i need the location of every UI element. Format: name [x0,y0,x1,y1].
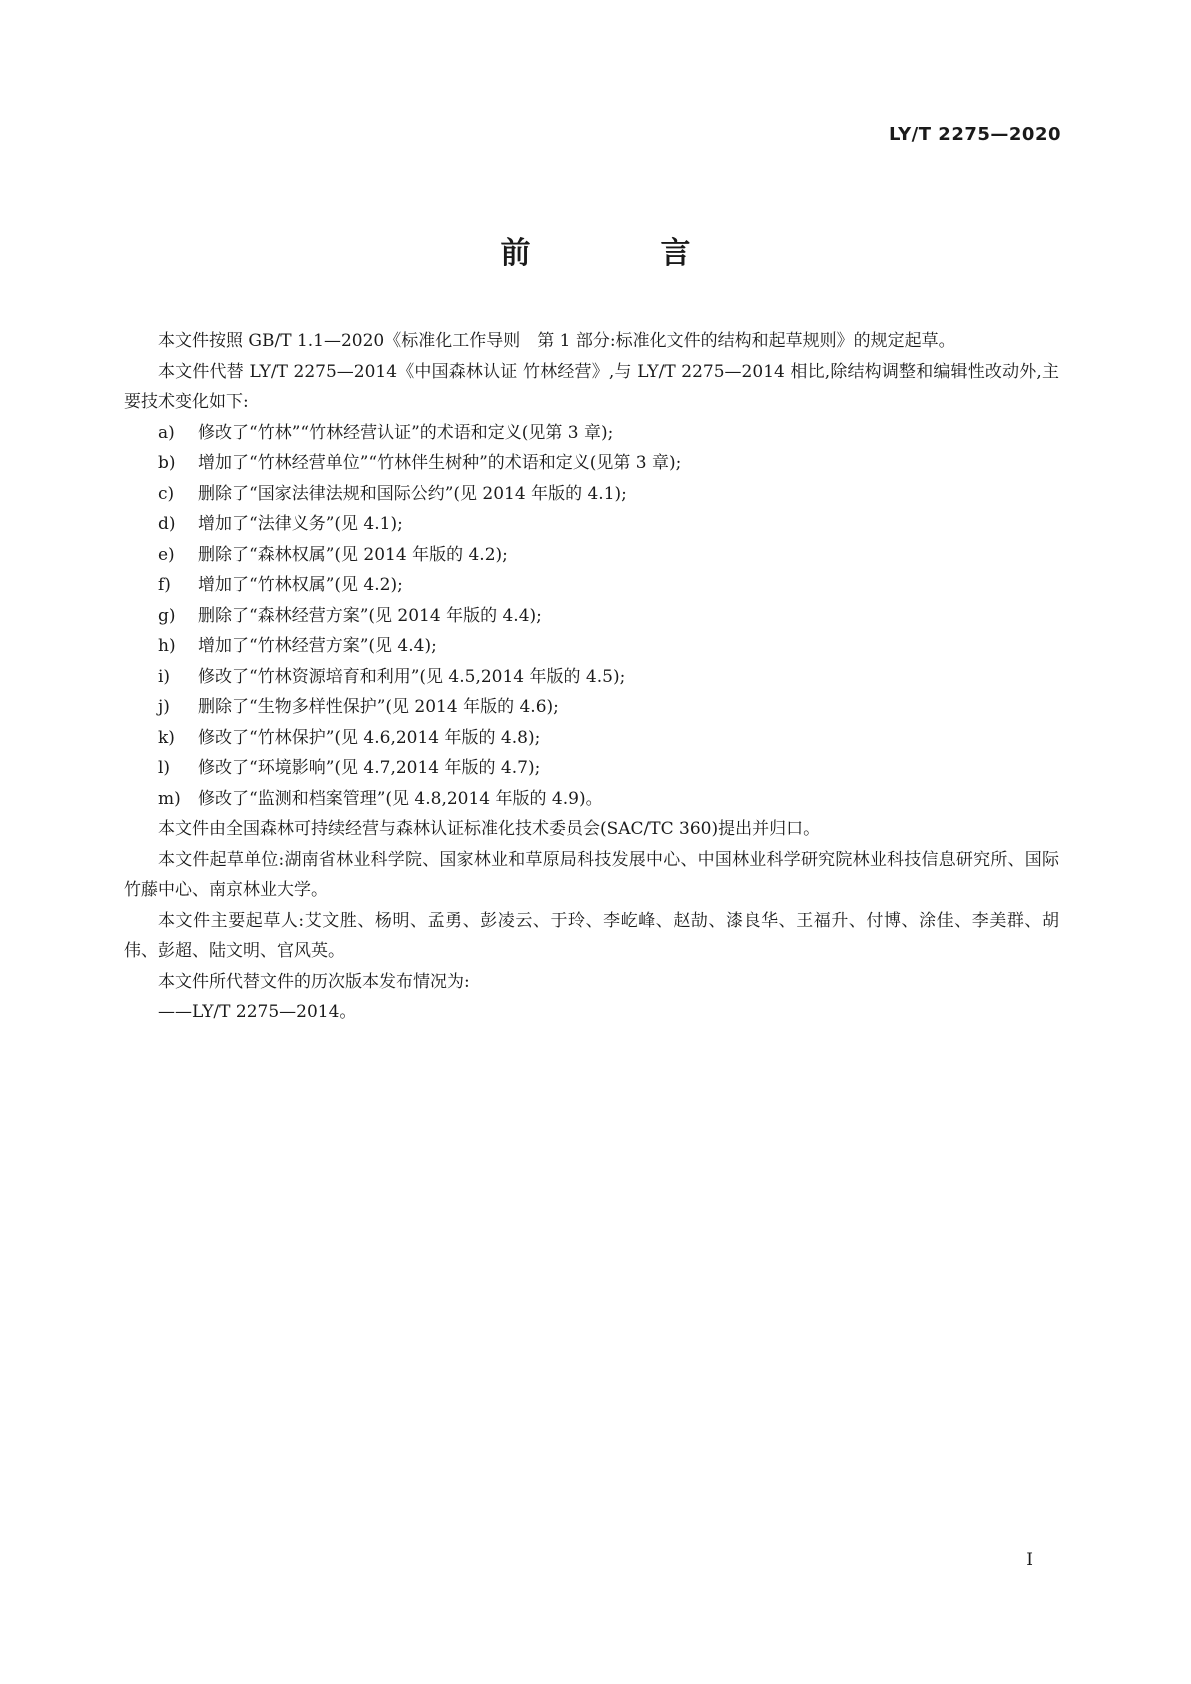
list-item-text: 增加了“竹林经营单位”“竹林伴生树种”的术语和定义(见第 3 章); [198,453,682,473]
list-item [124,570,1059,601]
list-marker: d) [158,514,176,534]
list-item [124,418,1059,449]
list-item-text: 增加了“竹林经营方案”(见 4.4); [198,636,437,656]
document-number: LY/T 2275—2020 [888,124,1061,145]
list-marker: h) [158,636,176,656]
paragraph-drafting-organizations: 本文件起草单位:湖南省林业科学院、国家林业和草原局科技发展中心、中国林业科学研究院林业科技信息研究所、国际竹藤中心、南京林业大学。 [124,849,1059,900]
list-item-text: 修改了“环境影响”(见 4.7,2014 年版的 4.7); [198,758,541,778]
list-item [124,753,1059,784]
list-item-text: 删除了“生物多样性保护”(见 2014 年版的 4.6); [198,697,559,717]
list-item [124,662,1059,693]
list-item [124,540,1059,571]
list-item [124,448,1059,479]
list-item-text: 删除了“森林权属”(见 2014 年版的 4.2); [198,544,508,565]
paragraph-drafters: 本文件主要起草人:艾文胜、杨明、孟勇、彭凌云、于玲、李屹峰、赵劼、漆良华、王福升、付博、涂佳、李美群、胡伟、彭超、陆文明、官风英。 [124,910,1059,961]
list-item [124,692,1059,723]
list-marker: j) [158,697,170,717]
paragraph-responsible-committee: 本文件由全国森林可持续经营与森林认证标准化技术委员会(SAC/TC 360)提出并归口。 [158,819,821,839]
list-item [124,479,1059,510]
page-number: I [1026,1550,1033,1570]
list-item [124,601,1059,632]
list-marker: g) [158,605,176,626]
page-title: 前 言 [500,236,741,271]
list-item-text: 删除了“森林经营方案”(见 2014 年版的 4.4); [198,605,542,626]
list-item-text: 修改了“竹林资源培育和利用”(见 4.5,2014 年版的 4.5); [198,666,626,687]
previous-version-entry: ——LY/T 2275—2014。 [158,1002,357,1022]
changes-list [124,418,1059,815]
list-item-text: 增加了“法律义务”(见 4.1); [198,514,403,534]
list-item-text: 删除了“国家法律法规和国际公约”(见 2014 年版的 4.1); [198,483,627,504]
list-item-text: 增加了“竹林权属”(见 4.2); [198,575,403,595]
list-item [124,784,1059,815]
list-item [124,509,1059,540]
foreword-body [124,326,1059,1028]
paragraph-drafting-rules: 本文件按照 GB/T 1.1—2020《标准化工作导则 第 1 部分:标准化文件的结构和起草规则》的规定起草。 [158,331,956,351]
list-marker: e) [158,544,175,565]
paragraph-version-history: 本文件所代替文件的历次版本发布情况为: [158,971,470,992]
paragraph-replacement-note: 本文件代替 LY/T 2275—2014《中国森林认证 竹林经营》,与 LY/T 2275—2014 相比,除结构调整和编辑性改动外,主要技术变化如下: [124,361,1059,412]
list-item-text: 修改了“监测和档案管理”(见 4.8,2014 年版的 4.9)。 [198,788,603,809]
list-marker: c) [158,483,175,504]
list-marker: m) [158,788,181,809]
list-item [124,723,1059,754]
list-item-text: 修改了“竹林”“竹林经营认证”的术语和定义(见第 3 章); [198,422,614,443]
list-item [124,631,1059,662]
list-marker: k) [158,727,175,748]
list-marker: f) [158,575,171,595]
list-marker: b) [158,453,176,473]
list-marker: i) [158,666,171,687]
list-item-text: 修改了“竹林保护”(见 4.6,2014 年版的 4.8); [198,727,541,748]
list-marker: a) [158,422,175,443]
list-marker: l) [158,758,171,778]
